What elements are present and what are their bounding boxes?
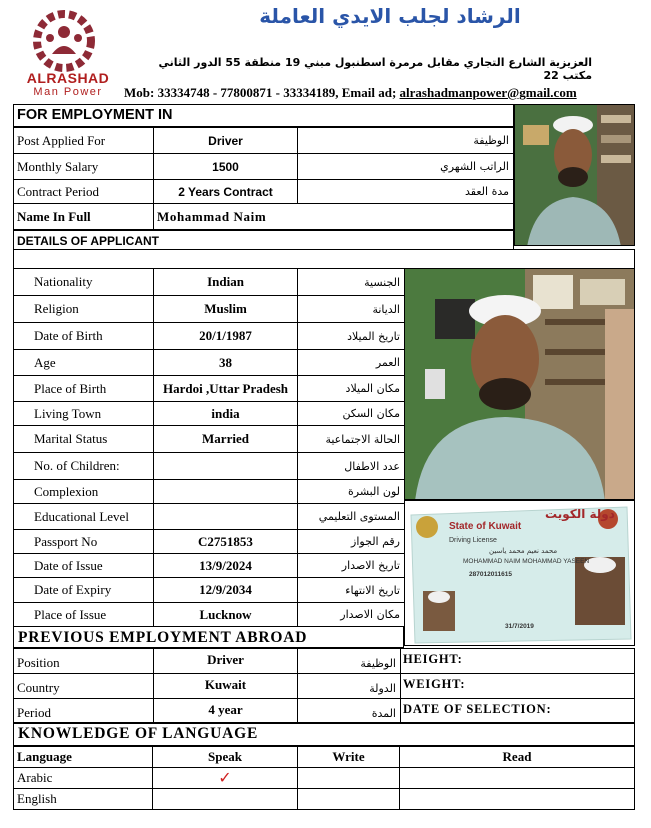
language-section-title: KNOWLEDGE OF LANGUAGE (13, 722, 635, 746)
english-read (399, 788, 635, 810)
applicant-row-value (153, 452, 298, 480)
applicant-row-label: Complexion (13, 479, 154, 504)
applicant-row-label: Marital Status (13, 425, 154, 453)
applicant-row-value: Muslim (153, 295, 298, 323)
applicant-row-arabic: الحالة الاجتماعية (297, 425, 405, 453)
driving-license-image (404, 500, 635, 646)
salary-arabic: الراتب الشهري (297, 153, 514, 180)
applicant-row-arabic: مكان السكن (297, 401, 405, 426)
previous-row-label: Period (13, 698, 154, 724)
license-number: 287012011615 (469, 571, 513, 578)
salary-value: 1500 (153, 153, 298, 180)
name-value: Mohammad Naim (153, 203, 514, 230)
applicant-row-arabic: الجنسية (297, 268, 405, 296)
english-speak (152, 788, 298, 810)
applicant-row-label: Educational Level (13, 503, 154, 530)
applicant-row-label: Religion (13, 295, 154, 323)
license-state-arabic: دولة الكويت (545, 507, 615, 521)
applicant-row-arabic: العمر (297, 349, 405, 376)
applicant-row-label: Age (13, 349, 154, 376)
contract-arabic: مدة العقد (297, 179, 514, 204)
license-name: MOHAMMAD NAIM MOHAMMAD YASEEN (463, 558, 590, 565)
applicant-row-value: Indian (153, 268, 298, 296)
applicant-row-value: Lucknow (153, 602, 298, 627)
lang-english: English (13, 788, 153, 810)
applicant-row-label: Place of Issue (13, 602, 154, 627)
post-label: Post Applied For (13, 127, 154, 154)
logo-wordmark: ALRASHAD (26, 70, 110, 86)
arabic-write (297, 767, 400, 789)
lang-header-language: Language (13, 746, 153, 768)
previous-row-measure: HEIGHT: (400, 648, 635, 674)
company-arabic-address: العزيزية الشارع التجاري مقابل مرمرة اسطنبول مبني 19 منطقة 55 الدور الثاني مكتب 22 (158, 56, 592, 82)
blank-row (13, 249, 635, 269)
previous-row-arabic: المدة (297, 698, 401, 724)
phone-numbers: Mob: 33334748 - 77800871 - 33334189, Email ad; (124, 85, 400, 100)
contract-value: 2 Years Contract (153, 179, 298, 204)
arabic-read (399, 767, 635, 789)
previous-row-measure: DATE OF SELECTION: (400, 698, 635, 724)
logo-subtitle: Man Power (33, 86, 103, 98)
applicant-row-label: Passport No (13, 529, 154, 554)
applicant-row-arabic: مكان الاصدار (297, 602, 405, 627)
applicant-row-label: Living Town (13, 401, 154, 426)
applicant-row-label: Date of Expiry (13, 577, 154, 603)
salary-label: Monthly Salary (13, 153, 154, 180)
applicant-row-value: Married (153, 425, 298, 453)
applicant-row-arabic: رقم الجواز (297, 529, 405, 554)
applicant-row-arabic: تاريخ الميلاد (297, 322, 405, 350)
applicant-section-title: DETAILS OF APPLICANT (13, 230, 514, 250)
applicant-row-value: 12/9/2034 (153, 577, 298, 603)
post-value: Driver (153, 127, 298, 154)
previous-row-label: Country (13, 673, 154, 699)
arabic-speak-checkmark: ✓ (152, 767, 298, 789)
email-link[interactable]: alrashadmanpower@gmail.com (399, 85, 577, 100)
previous-row-value: Kuwait (153, 673, 298, 699)
previous-row-measure: WEIGHT: (400, 673, 635, 699)
applicant-row-arabic: تاريخ الاصدار (297, 553, 405, 578)
company-arabic-title: الرشاد لجلب الايدي العاملة (259, 4, 521, 28)
applicant-row-arabic: لون البشرة (297, 479, 405, 504)
post-arabic: الوظيفة (297, 127, 514, 154)
applicant-row-label: Nationality (13, 268, 154, 296)
lang-header-read: Read (399, 746, 635, 768)
name-label: Name In Full (13, 203, 154, 230)
license-type: Driving License (449, 537, 497, 544)
applicant-row-value: 13/9/2024 (153, 553, 298, 578)
english-write (297, 788, 400, 810)
applicant-photo-small (514, 104, 635, 246)
applicant-row-value: 38 (153, 349, 298, 376)
contract-label: Contract Period (13, 179, 154, 204)
previous-row-value: Driver (153, 648, 298, 674)
applicant-row-arabic: الديانة (297, 295, 405, 323)
previous-row-value: 4 year (153, 698, 298, 724)
license-name-arabic: محمد نعيم محمد ياسين (489, 547, 558, 555)
applicant-row-value (153, 503, 298, 530)
applicant-row-label: No. of Children: (13, 452, 154, 480)
previous-row-arabic: الدولة (297, 673, 401, 699)
lang-header-write: Write (297, 746, 400, 768)
applicant-row-arabic: مكان الميلاد (297, 375, 405, 402)
applicant-row-value: india (153, 401, 298, 426)
previous-section-title: PREVIOUS EMPLOYMENT ABROAD (13, 626, 404, 648)
applicant-row-arabic: عدد الاطفال (297, 452, 405, 480)
previous-row-label: Position (13, 648, 154, 674)
lang-header-speak: Speak (152, 746, 298, 768)
applicant-photo-large (404, 268, 635, 500)
applicant-row-value: Hardoi ,Uttar Pradesh (153, 375, 298, 402)
applicant-row-value: C2751853 (153, 529, 298, 554)
applicant-row-label: Date of Issue (13, 553, 154, 578)
previous-row-arabic: الوظيفة (297, 648, 401, 674)
applicant-row-arabic: تاريخ الانتهاء (297, 577, 405, 603)
contact-line (124, 85, 644, 101)
employment-section-title: FOR EMPLOYMENT IN (13, 104, 514, 127)
license-state: State of Kuwait (449, 521, 522, 532)
applicant-row-value (153, 479, 298, 504)
applicant-row-label: Date of Birth (13, 322, 154, 350)
applicant-row-value: 20/1/1987 (153, 322, 298, 350)
lang-arabic: Arabic (13, 767, 153, 789)
license-expiry: 31/7/2019 (505, 623, 534, 630)
applicant-row-label: Place of Birth (13, 375, 154, 402)
applicant-row-arabic: المستوى التعليمي (297, 503, 405, 530)
